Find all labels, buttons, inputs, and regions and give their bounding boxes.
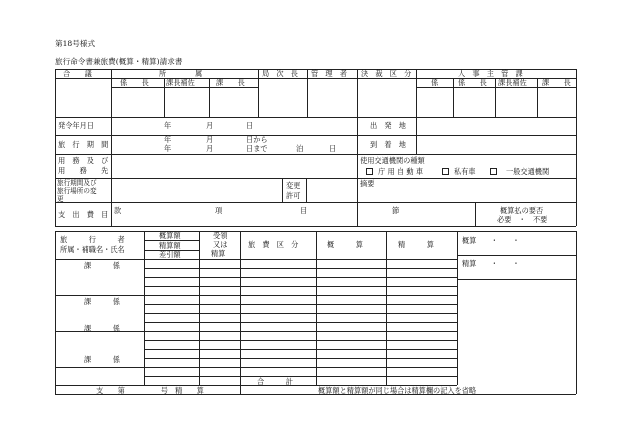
form-title: 旅行命令書兼旅費(概算・精算)請求書 — [55, 57, 183, 66]
shidai-label: 支 第 号 精 算 — [96, 386, 204, 395]
kotsu-option-1: 庁 用 自 動 車 — [378, 167, 424, 176]
kotsu-checkbox-1[interactable] — [366, 168, 373, 175]
label-month-from: 月 — [206, 135, 214, 144]
ka-kakari-2: 課 係 — [84, 297, 120, 306]
sub-kakaricho: 係 長 — [120, 78, 149, 87]
note-label: 概算額と精算額が同じ場合は精算欄の記入を省略 — [318, 386, 477, 395]
kotsu-checkbox-2[interactable] — [442, 168, 449, 175]
ka-kakari-3: 課 係 — [84, 324, 120, 333]
gaisan-gaku-label: 概算額 — [159, 231, 181, 240]
seisan-label: 精 算 — [398, 240, 434, 249]
ka-kakari-4: 課 係 — [84, 355, 120, 364]
ryoko-kikan-label: 旅 行 期 間 — [58, 140, 109, 149]
ryokosha-label-1: 旅 行 者 — [60, 235, 125, 244]
label-haku: 泊 — [296, 144, 304, 153]
juryo-label-1: 受領 — [213, 231, 228, 240]
juryo-label-2: 又は — [213, 240, 228, 249]
ryohi-kubun-label: 旅 費 区 分 — [248, 240, 299, 249]
header-kyokujicho: 局 次 長 — [262, 69, 298, 78]
tekiyo-label: 摘要 — [360, 179, 375, 188]
sub-kacho: 課 長 — [216, 78, 245, 87]
tochaku-label: 到 着 地 — [370, 140, 406, 149]
gaisan-label: 概 算 — [327, 240, 363, 249]
sahiki-gaku-label: 差引額 — [159, 250, 181, 259]
sub-kakari: 係 — [431, 78, 439, 87]
seisan-date-label: 精算 ・ ・ — [462, 259, 520, 268]
yomu-label-1: 用 務 及 び — [58, 156, 109, 165]
label-setsu: 節 — [392, 206, 400, 215]
label-year-from: 年 — [164, 135, 172, 144]
kotsu-option-2: 私有車 — [454, 167, 476, 176]
henko-label-3: 更 — [57, 195, 64, 203]
henko-label-2: 旅行場所の変 — [57, 187, 97, 195]
sub-r-kacho: 課 長 — [542, 78, 571, 87]
gokei-label: 合 計 — [257, 377, 293, 386]
ryokosha-label-2: 所属・補職名・氏名 — [60, 245, 125, 254]
label-moku: 目 — [300, 206, 308, 215]
label-kou: 項 — [215, 206, 223, 215]
label-month-to: 月 — [206, 144, 214, 153]
hatsumei-date-label: 発令年月日 — [58, 121, 94, 130]
label-year: 年 — [164, 121, 172, 130]
shishutsu-label: 支 出 費 目 — [58, 210, 109, 219]
hitsuyo-label: 必要 ・ 不要 — [497, 215, 548, 224]
label-year-to: 年 — [164, 144, 172, 153]
henko-label-1: 旅行期間及び — [57, 179, 97, 187]
header-kanrisha: 管 理 者 — [311, 69, 347, 78]
label-kara: 日から — [246, 135, 268, 144]
gaisanbarai-label: 概算払の要否 — [500, 206, 544, 215]
sub-kachohosa: 課長補佐 — [166, 78, 195, 87]
henko-kyoka-1: 変更 — [286, 181, 301, 190]
label-nichi: 日 — [329, 144, 337, 153]
form-number: 第18号様式 — [55, 39, 96, 48]
yomu-label-2: 用 務 先 — [58, 166, 109, 175]
kotsu-label: 使用交通機関の種類 — [360, 156, 425, 165]
kotsu-checkbox-3[interactable] — [490, 168, 497, 175]
label-month: 月 — [206, 121, 214, 130]
kotsu-option-3: 一般交通機関 — [506, 167, 550, 176]
label-kan: 款 — [114, 206, 122, 215]
header-kessai-kubun: 決 裁 区 分 — [361, 69, 412, 78]
header-shozoku: 所 属 — [159, 69, 203, 78]
sub-r-kakaricho: 係 長 — [458, 78, 487, 87]
shuppatsu-label: 出 発 地 — [370, 121, 406, 130]
henko-kyoka-2: 許可 — [286, 191, 301, 200]
sub-r-kachohosa: 課長補佐 — [498, 78, 527, 87]
seisan-gaku-label: 精算額 — [159, 241, 181, 250]
juryo-label-3: 精算 — [211, 249, 226, 258]
ka-kakari-1: 課 係 — [84, 261, 120, 270]
header-jinji-shukan: 人 事 主 管 課 — [458, 69, 523, 78]
label-made: 日まで — [246, 144, 268, 153]
label-day: 日 — [246, 121, 254, 130]
header-goui: 合 議 — [63, 69, 92, 78]
gaisan-date-label: 概算 ・ ・ — [462, 236, 520, 245]
